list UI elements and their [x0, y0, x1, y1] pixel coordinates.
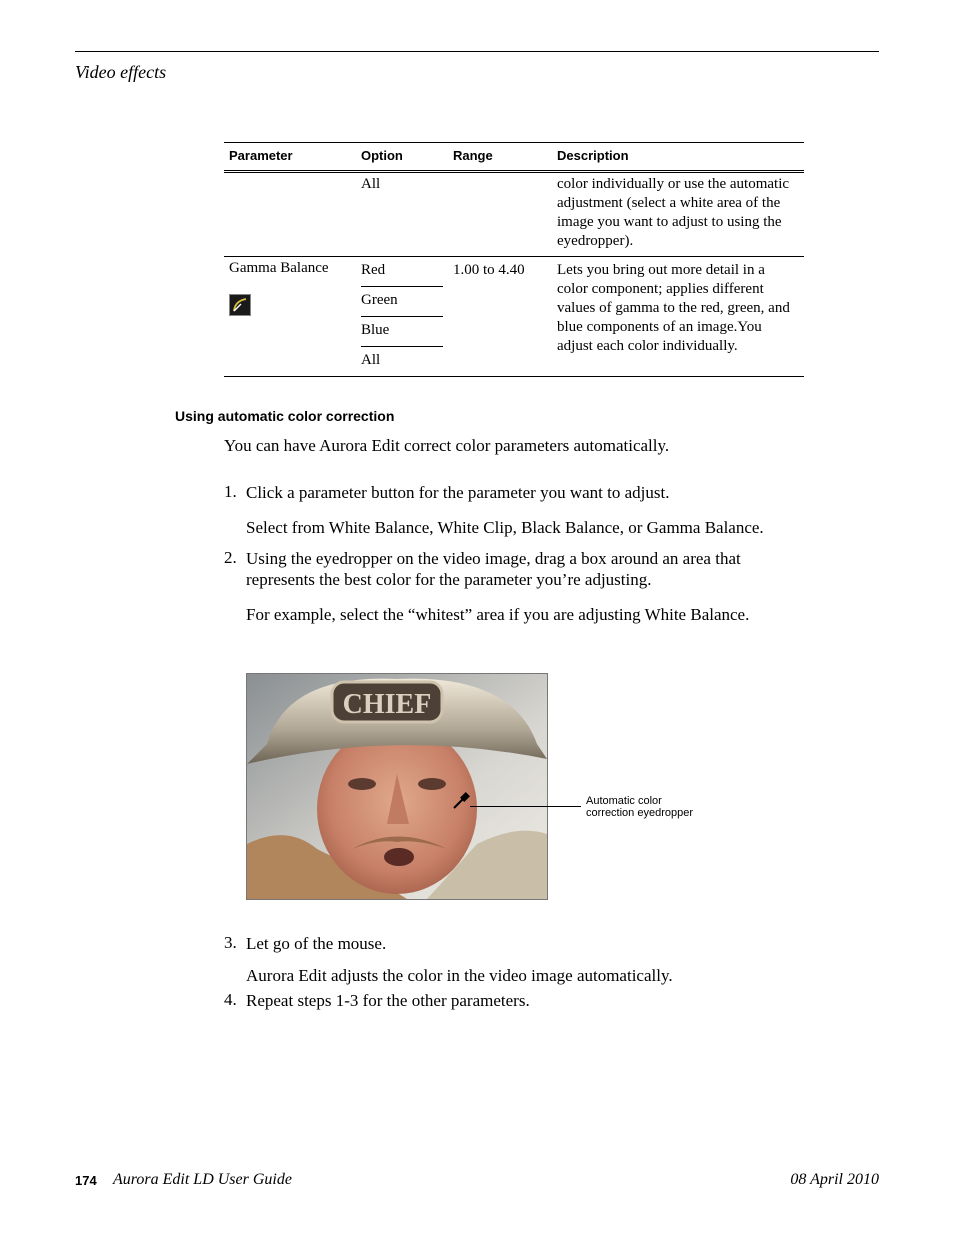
parameter-label: Gamma Balance: [229, 260, 329, 276]
cell-parameter: [224, 257, 356, 377]
header-rule: [75, 51, 879, 52]
step-text: Click a parameter button for the parameter you want to adjust.: [246, 483, 670, 502]
gamma-curve-icon: [229, 294, 251, 316]
step-number: 1.: [224, 482, 237, 501]
step-text: Let go of the mouse.: [246, 934, 387, 953]
section-heading: Using automatic color correction: [175, 408, 395, 424]
option-green: Green: [361, 287, 443, 317]
table-header-row: [224, 143, 804, 172]
option-red: Red: [361, 257, 443, 287]
step-number: 2.: [224, 548, 237, 567]
callout-line-1: Automatic color: [586, 795, 662, 807]
fire-chief-photo: [246, 673, 548, 900]
cell-options: [356, 257, 448, 377]
parameter-table: [224, 142, 804, 377]
table-row: [224, 172, 804, 257]
helmet-badge-text: CHIEF: [342, 689, 432, 720]
option-all: All: [361, 352, 381, 368]
footer-doc-title: Aurora Edit LD User Guide: [113, 1171, 292, 1188]
step-note: For example, select the “whitest” area if you are adjusting White Balance.: [246, 605, 750, 624]
header-range: Range: [448, 143, 552, 172]
callout-leader-line: [470, 806, 581, 807]
header-description: Description: [552, 143, 804, 172]
intro-paragraph: You can have Aurora Edit correct color parameters automatically.: [224, 436, 670, 455]
step-number: 4.: [224, 990, 237, 1009]
page-number: 174: [75, 1173, 97, 1188]
cell-description: Lets you bring out more detail in a color component; applies different values of gamma to the red, green, and blue components of an image.You adjust each color individually.: [552, 257, 804, 377]
cell-parameter: [224, 172, 356, 257]
cell-range: 1.00 to 4.40: [448, 257, 552, 377]
header-parameter: Parameter: [224, 143, 356, 172]
step-text: Repeat steps 1-3 for the other parameters.: [246, 991, 530, 1010]
running-head: Video effects: [75, 62, 167, 82]
step-text: Using the eyedropper on the video image, drag a box around an area that represents the best color for the parameter you’re adjusting.: [246, 549, 741, 589]
step-note: Aurora Edit adjusts the color in the video image automatically.: [246, 966, 673, 985]
step-note: Select from White Balance, White Clip, Black Balance, or Gamma Balance.: [246, 518, 764, 537]
table-row: [224, 257, 804, 377]
cell-description: color individually or use the automatic adjustment (select a white area of the image you want to adjust to using the eyedropper).: [552, 172, 804, 257]
footer-date: 08 April 2010: [790, 1171, 879, 1188]
callout-line-2: correction eyedropper: [586, 807, 694, 819]
option-blue: Blue: [361, 317, 443, 347]
cell-range: [448, 172, 552, 257]
cell-option: All: [356, 172, 448, 257]
header-option: Option: [356, 143, 448, 172]
callout-label: [586, 795, 693, 819]
step-number: 3.: [224, 933, 237, 952]
